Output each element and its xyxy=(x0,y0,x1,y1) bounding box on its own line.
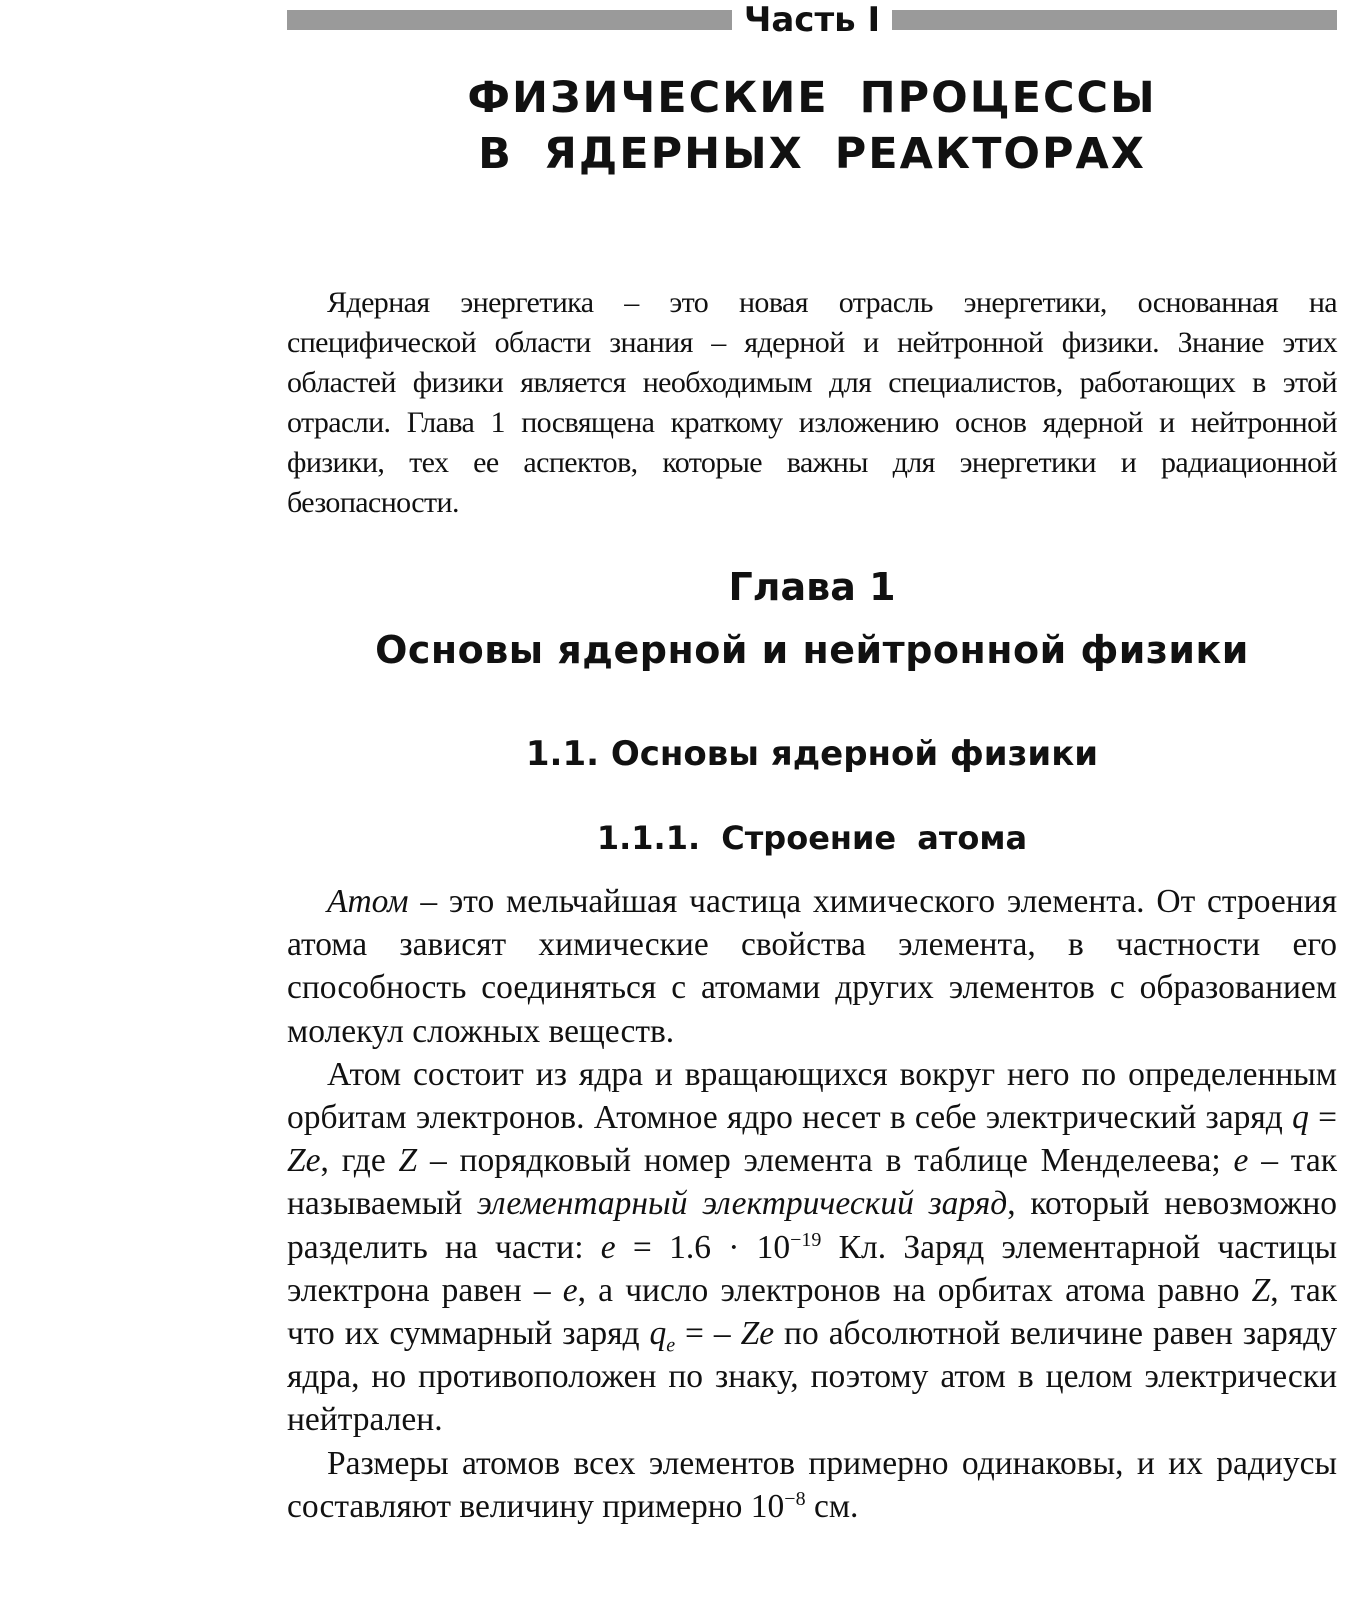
term-elementary-charge: элементарный электрический заряд xyxy=(477,1185,1008,1223)
para2-text-8: , а число электронов на орбитах атома равно xyxy=(577,1271,1252,1309)
part-title-line-1: ФИЗИЧЕСКИЕ ПРОЦЕССЫ xyxy=(467,73,1157,123)
symbol-minus-e: – e xyxy=(533,1271,578,1309)
symbol-Ze: Ze xyxy=(287,1142,321,1180)
part-title xyxy=(287,70,1337,182)
part-bar-right xyxy=(892,10,1337,30)
symbol-q: q xyxy=(1292,1099,1309,1137)
para2-text-2: , где xyxy=(320,1142,399,1180)
term-atom: Атом xyxy=(327,883,409,920)
para2-text-6: = 1.6 · 10 xyxy=(615,1228,791,1266)
chapter-title: Основы ядерной и нейтронной физики xyxy=(375,628,1249,672)
paragraph-atom-structure xyxy=(287,1053,1337,1442)
symbol-qe: q xyxy=(649,1315,667,1353)
para3-text-1: Размеры атомов всех элементов примерно одинаковы, и их радиусы составляют величину примерно 10 xyxy=(287,1444,1337,1525)
exponent-minus-8: −8 xyxy=(784,1487,806,1510)
symbol-e-2: e xyxy=(600,1228,616,1266)
para2-text-10: по абсолютной величине равен заряду ядра, но противоположен по знаку, поэтому атом в целом электрически нейтрален. xyxy=(287,1315,1337,1439)
part-label: Часть I xyxy=(743,0,881,40)
para2-text-9: , так что их суммарный заряд xyxy=(287,1271,1337,1353)
para2-text-1: Атом состоит из ядра и вращающихся вокруг него по определенным орбитам электронов. Атомное ядро несет в себе электрический заряд xyxy=(287,1055,1337,1137)
symbol-Ze-2: Ze xyxy=(740,1315,775,1353)
paragraph-atom-size xyxy=(287,1442,1337,1528)
symbol-Z-2: Z xyxy=(1251,1271,1271,1309)
para2-text-4: – так называемый xyxy=(287,1142,1337,1223)
symbol-Z: Z xyxy=(398,1142,418,1180)
body-text xyxy=(287,880,1337,1528)
para2-eq-2: = – xyxy=(675,1315,741,1353)
chapter-number: Глава 1 xyxy=(728,565,896,609)
intro-text: Ядерная энергетика – это новая отрасль энергетики, основанная на специфической области знания – ядерной и нейтронной физики. Знание этих областей физики является необходимым для специалистов, работающих в этой отрасли. Глава 1 посвящена краткому изложению основ ядерной и нейтронной физики, тех ее аспектов, которые важны для энергетики и радиационной безопасности. xyxy=(287,286,1337,519)
para2-text-3: – порядковый номер элемента в таблице Менделеева; xyxy=(417,1142,1234,1180)
part-title-line-2: В ЯДЕРНЫХ РЕАКТОРАХ xyxy=(478,129,1146,179)
intro-paragraph xyxy=(287,283,1337,523)
para2-text-7: Кл. Заряд элементарной частицы электрона равен xyxy=(287,1228,1337,1309)
subscript-e: e xyxy=(666,1334,676,1357)
part-header xyxy=(287,0,1337,40)
para2-eq-1: = xyxy=(1308,1099,1337,1137)
para1-rest: – это мельчайшая частица химического элемента. От строения атома зависят химические свойства элемента, в частности его способность соединяться с атомами других элементов с образованием молекул сложных веществ. xyxy=(287,883,1337,1050)
paragraph-atom-definition xyxy=(287,880,1337,1053)
symbol-e: e xyxy=(1233,1142,1249,1180)
part-bar-left xyxy=(287,10,732,30)
section-title: 1.1. Основы ядерной физики xyxy=(525,734,1099,774)
exponent-minus-19: −19 xyxy=(790,1228,822,1251)
para3-text-2: см. xyxy=(805,1487,859,1525)
subsection-title: 1.1.1. Строение атома xyxy=(596,819,1028,857)
para2-text-5: , который невозможно разделить на части: xyxy=(287,1185,1337,1266)
